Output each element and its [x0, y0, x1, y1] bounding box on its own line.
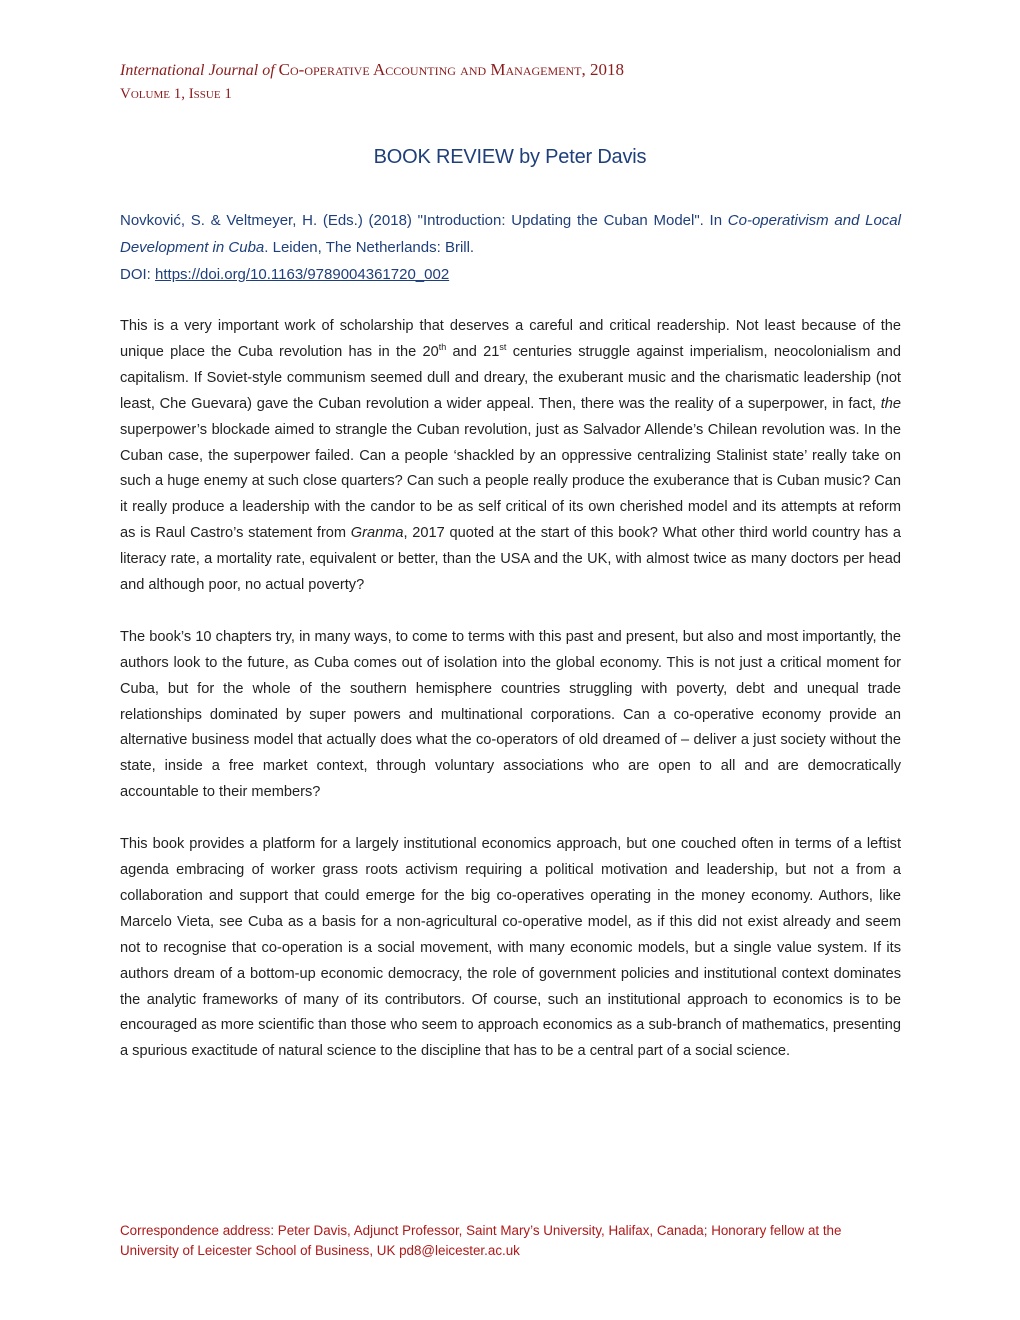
journal-name-italic: International Journal of	[120, 62, 275, 79]
paragraph-1-italic-granma: Granma	[350, 525, 404, 542]
paragraph-2: The book’s 10 chapters try, in many ways, to come to terms with this past and present, but also and most importantly, the authors look to the future, as Cuba comes out of isolation into the global economy. This is not just a critical moment for Cuba, but for the whole of the southern hemisphere countries struggling with poverty, debt and unequal trade relationships dominated by super powers and multinational corporations. Can a co-operative economy provide an alternative business model that actually does what the co-operators of old dreamed of – deliver a just society without the state, inside a free market context, through voluntary associations who are open to all and are democratically accountable to their members?	[120, 628, 901, 801]
citation-book-title: Co-operativism and Local Development in Cuba	[120, 212, 901, 256]
journal-name-caps: Co-operative Accounting and Management, 2018	[278, 60, 625, 79]
citation-publisher: . Leiden, The Netherlands: Brill.	[264, 239, 475, 256]
paragraph-1-text-c: centuries struggle against imperialism, neocolonialism and capitalism. If Soviet-style communism seemed dull and dreary, the exuberant music and the charismatic leadership (not least, Che Guevara) gave the Cuban revolution a wider appeal. Then, there was the reality of a superpower, in fact,	[120, 343, 901, 412]
paragraph-1-text-b: and 21	[446, 343, 500, 360]
review-body	[120, 314, 901, 1091]
paragraph-1-italic-the: the	[880, 395, 901, 412]
book-citation	[120, 207, 901, 288]
paragraph-3: This book provides a platform for a largely institutional economics approach, but one couched often in terms of a leftist agenda embracing of worker grass roots activism requiring a political motivation and leadership, but not a from a collaboration and support that could emerge for the big co-operatives operating in the money economy. Authors, like Marcelo Vieta, see Cuba as a basis for a non-agricultural co-operative model, as if this did not exist already and seem not to recognise that co-operation is a social movement, with many economic models, but a single value system. If its authors dream of a bottom-up economic democracy, the role of government policies and institutional context dominates the analytic frameworks of many of its contributors. Of course, such an institutional approach to economics is to be encouraged as more scientific than those who seem to approach economics as a sub-branch of mathematics, presenting a spurious exactitude of natural science to the discipline that has to be a central part of a social science.	[120, 836, 901, 1060]
correspondence-footer: Correspondence address: Peter Davis, Adjunct Professor, Saint Mary’s University, Halifax, Canada; Honorary fellow at the University of Leicester School of Business, UK pd8@leicester.ac.uk	[120, 1223, 842, 1258]
paragraph-1-text-a: This is a very important work of scholarship that deserves a careful and critical readership. Not least because of the unique place the Cuba revolution has in the 20	[120, 318, 901, 360]
doi-label: DOI:	[120, 266, 156, 283]
journal-name	[120, 60, 900, 81]
paragraph-1-text-e: , 2017 quoted at the start of this book? What other third world country has a literacy rate, a mortality rate, equivalent or better, than the USA and the UK, with almost twice as many doctors per head and although poor, no actual poverty?	[120, 525, 901, 594]
running-header	[120, 60, 900, 103]
paragraph-1-text-d: superpower’s blockade aimed to strangle the Cuban revolution, just as Salvador Allende’s Chilean revolution was. In the Cuban case, the superpower failed. Can a people ‘shackled by an oppressive centralizing Stalinist state’ really take on such a huge enemy at such close quarters? Can such a people really produce the exuberance that is Cuban music? Can it really produce a leadership with the candor to be as self critical of its own cherished model and its attempts at reform as is Raul Castro’s statement from	[120, 421, 901, 542]
superscript-st: st	[499, 342, 507, 353]
citation-authors: Novković, S. & Veltmeyer, H. (Eds.) (2018) "Introduction: Updating the Cuban Model". In	[120, 212, 728, 229]
paragraph-1	[120, 314, 901, 599]
page-title: BOOK REVIEW by Peter Davis	[373, 146, 647, 168]
volume-issue: Volume 1, Issue 1	[120, 86, 232, 102]
doi-link[interactable]: https://doi.org/10.1163/9789004361720_002	[155, 266, 450, 283]
superscript-th: th	[438, 342, 447, 353]
